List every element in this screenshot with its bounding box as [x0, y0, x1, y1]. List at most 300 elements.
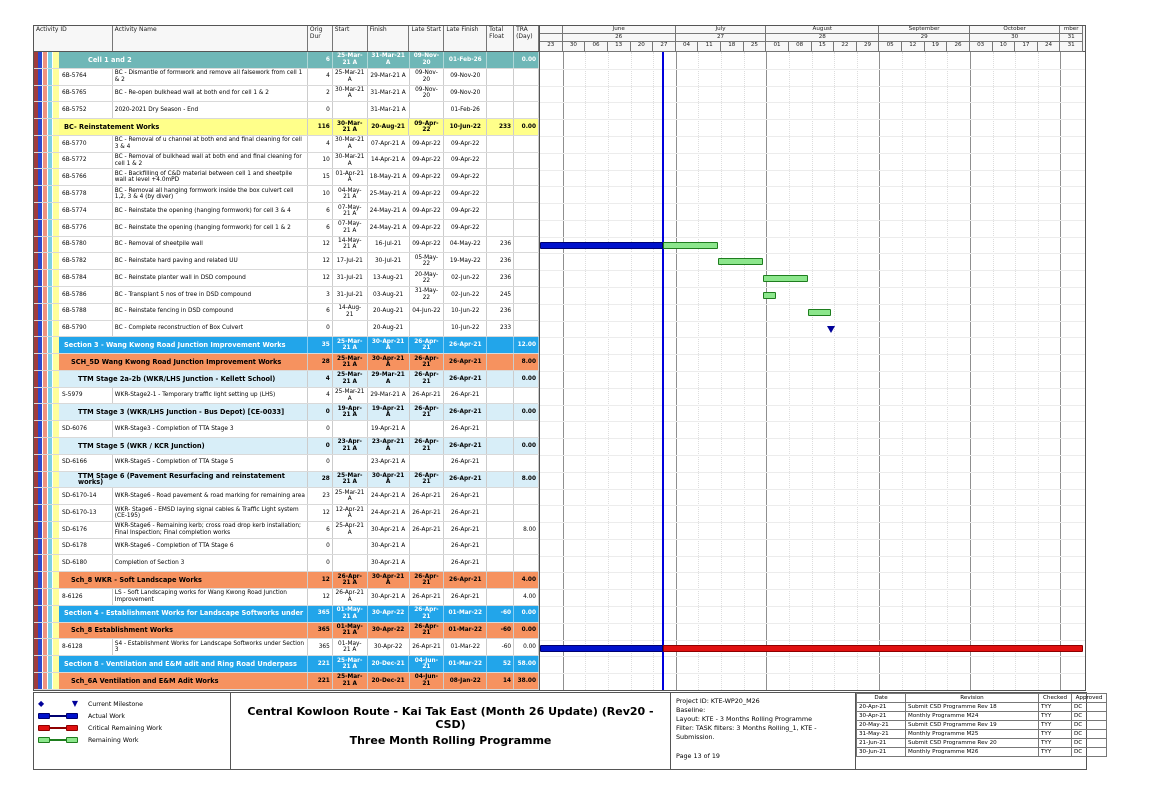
cell-start: 19-Apr-21 A: [333, 404, 368, 420]
cell-group-name: TTM Stage 3 (WKR/LHS Junction - Bus Depot) [CE-0033]: [34, 404, 308, 420]
cell-late-start: [410, 421, 445, 437]
table-row-group[interactable]: [34, 354, 539, 371]
cell-start: 14-May-21 A: [333, 237, 368, 253]
cell-activity-name: BC - Complete reconstruction of Box Culvert: [113, 321, 308, 337]
cell-late-start: 26-Apr-21: [409, 337, 444, 353]
month-label: mber: [1060, 26, 1083, 34]
cell-finish: 25-May-21 A: [368, 186, 410, 202]
revision-header-checked: Checked: [1039, 694, 1072, 703]
table-row-activity[interactable]: [34, 69, 539, 86]
cell-orig-dur: 221: [308, 656, 333, 672]
cell-start: 30-Mar-21 A: [333, 86, 368, 102]
cell-total-float: [487, 539, 514, 555]
cell-start: 25-Mar-21 A: [333, 388, 368, 404]
cell-finish: 24-May-21 A: [368, 220, 410, 236]
table-row-activity[interactable]: [34, 153, 539, 170]
cell-finish: 20-Dec-21: [368, 656, 410, 672]
row-gridline: [540, 321, 1085, 322]
cell-start: [333, 321, 368, 337]
cell-late-start: 26-Apr-21: [409, 606, 444, 622]
cell-start: 25-Mar-21 A: [333, 371, 368, 387]
cell-tra: 8.00: [514, 354, 539, 370]
timescale-months-row: [540, 26, 1085, 34]
cell-total-float: [487, 438, 514, 454]
cell-activity-id: SD-6170-14: [34, 488, 113, 504]
row-gridline: [540, 220, 1085, 221]
cell-tra: [514, 237, 539, 253]
cell-tra: 4.00: [514, 589, 539, 605]
cell-activity-id: SD-6076: [34, 421, 113, 437]
row-gridline: [540, 69, 1085, 70]
cell-total-float: [487, 388, 514, 404]
table-row-group[interactable]: [34, 673, 539, 690]
revision-row: [857, 712, 1107, 721]
column-header-start[interactable]: Start: [333, 26, 368, 51]
cell-late-finish: 08-Jan-22: [444, 673, 487, 689]
cell-finish: 30-Apr-21 A: [368, 572, 410, 588]
cell-tra: [514, 203, 539, 219]
cell-group-name: Section 8 - Ventilation and E&M adit and Ring Road Underpass: [34, 656, 308, 672]
cell-late-finish: 09-Nov-20: [444, 86, 487, 102]
cell-orig-dur: 10: [308, 153, 333, 169]
week-label: 27: [653, 42, 676, 52]
cell-activity-name: BC - Transplant 5 nos of tree in DSD compound: [113, 287, 308, 303]
cell-late-finish: 09-Apr-22: [444, 220, 487, 236]
cell-activity-id: 6B-5780: [34, 237, 113, 253]
table-row-section[interactable]: [34, 337, 539, 354]
cell-tra: [514, 421, 539, 437]
table-row-activity[interactable]: [34, 539, 539, 556]
cell-late-finish: 26-Apr-21: [444, 505, 487, 521]
remaining-work-bar[interactable]: [663, 242, 718, 249]
cell-late-finish: 26-Apr-21: [444, 488, 487, 504]
cell-activity-name: BC - Removal of sheetpile wall: [113, 237, 308, 253]
cell-late-start: 09-Apr-22: [409, 119, 444, 135]
cell-total-float: [487, 186, 514, 202]
cell-late-finish: 26-Apr-21: [444, 337, 487, 353]
cell-tra: [514, 253, 539, 269]
legend-actual-icon: [38, 713, 78, 719]
table-row-activity[interactable]: [34, 253, 539, 270]
table-row-activity[interactable]: [34, 488, 539, 505]
week-label: 26: [947, 42, 970, 52]
cell-start: 25-Mar-21 A: [333, 337, 368, 353]
table-row-activity[interactable]: [34, 639, 539, 656]
row-gridline: [540, 337, 1085, 338]
row-gridline: [540, 270, 1085, 271]
month-number: [540, 34, 563, 42]
table-row-subgroup[interactable]: [34, 472, 539, 489]
cell-activity-id: 6B-5766: [34, 169, 113, 185]
row-gridline: [540, 438, 1085, 439]
cell-total-float: 236: [487, 237, 514, 253]
cell-orig-dur: 28: [308, 472, 333, 488]
column-header-activity-id[interactable]: Activity ID: [34, 26, 113, 51]
cell-start: 25-Mar-21 A: [333, 52, 368, 68]
cell-activity-id: 8-6126: [34, 589, 113, 605]
project-info-line: Filter: TASK filters: 3 Months Rolling_1, KTE - Submission.: [676, 724, 817, 741]
cell-late-finish: 26-Apr-21: [444, 455, 487, 471]
cell-start: 25-Mar-21 A: [333, 472, 368, 488]
cell-orig-dur: 4: [308, 69, 333, 85]
column-header-tra-day-[interactable]: TRA (Day): [514, 26, 539, 51]
table-row-activity[interactable]: [34, 505, 539, 522]
cell-late-finish: 01-Mar-22: [444, 656, 487, 672]
table-row-activity[interactable]: [34, 304, 539, 321]
cell-start: 30-Mar-21 A: [333, 153, 368, 169]
cell-finish: 30-Apr-21 A: [368, 522, 410, 538]
row-gridline: [540, 153, 1085, 154]
cell-late-finish: 09-Nov-20: [444, 69, 487, 85]
cell-late-finish: 02-Jun-22: [444, 270, 487, 286]
week-label: 15: [812, 42, 835, 52]
revision-cell: 30-Jun-21: [857, 748, 906, 757]
cell-tra: [514, 488, 539, 504]
cell-late-finish: 26-Apr-21: [444, 522, 487, 538]
table-row-section[interactable]: [34, 606, 539, 623]
cell-late-finish: 02-Jun-22: [444, 287, 487, 303]
cell-tra: [514, 186, 539, 202]
revision-cell: Monthly Programme M26: [906, 748, 1039, 757]
table-row-activity[interactable]: [34, 321, 539, 338]
cell-late-start: 09-Apr-22: [410, 203, 445, 219]
timescale-header[interactable]: [540, 26, 1085, 52]
row-gridline: [540, 237, 1085, 238]
revision-table-box: [856, 693, 1103, 769]
cell-late-finish: 26-Apr-21: [444, 472, 487, 488]
cell-tra: [514, 287, 539, 303]
cell-late-finish: 26-Apr-21: [444, 539, 487, 555]
cell-tra: [514, 102, 539, 118]
cell-tra: 0.00: [514, 623, 539, 639]
cell-total-float: [487, 555, 514, 571]
cell-late-finish: 26-Apr-21: [444, 555, 487, 571]
week-label: 22: [834, 42, 857, 52]
cell-tra: 38.00: [514, 673, 539, 689]
table-row-activity[interactable]: [34, 388, 539, 405]
legend-item-label: Current Milestone: [88, 700, 143, 708]
cell-activity-name: Completion of Section 3: [113, 555, 308, 571]
cell-total-float: [487, 69, 514, 85]
cell-late-start: 26-Apr-21: [410, 522, 445, 538]
cell-finish: 19-Apr-21 A: [368, 404, 410, 420]
cell-start: 31-Jul-21: [333, 270, 368, 286]
cell-finish: 30-Apr-21 A: [368, 337, 410, 353]
table-row-activity[interactable]: [34, 237, 539, 254]
cell-total-float: [487, 572, 514, 588]
remaining-work-bar[interactable]: [763, 275, 808, 282]
row-gridline: [540, 505, 1085, 506]
row-gridline: [540, 388, 1085, 389]
column-header-orig-dur[interactable]: Orig Dur: [308, 26, 333, 51]
column-header-late-start[interactable]: Late Start: [409, 26, 444, 51]
cell-orig-dur: 0: [308, 102, 333, 118]
cell-orig-dur: 12: [308, 270, 333, 286]
project-info-box: [671, 693, 856, 769]
cell-start: 17-Jul-21: [333, 253, 368, 269]
cell-late-start: 09-Nov-20: [410, 69, 445, 85]
cell-group-name: TTM Stage 6 (Pavement Resurfacing and reinstatement works): [34, 472, 308, 488]
table-row-activity[interactable]: [34, 220, 539, 237]
project-info-line: Project ID: KTE-WP20_M26: [676, 697, 760, 705]
row-gridline: [540, 606, 1085, 607]
legend-item: [38, 710, 226, 722]
cell-finish: 20-Aug-21: [368, 304, 410, 320]
cell-total-float: -60: [487, 623, 514, 639]
cell-orig-dur: 365: [308, 606, 333, 622]
cell-tra: 0.00: [514, 639, 539, 655]
table-row-group[interactable]: [34, 623, 539, 640]
table-row-activity[interactable]: [34, 86, 539, 103]
remaining-work-bar[interactable]: [718, 258, 763, 265]
legend-item: [38, 722, 226, 734]
cell-tra: 0.00: [514, 52, 539, 68]
cell-total-float: [487, 220, 514, 236]
cell-tra: 4.00: [514, 572, 539, 588]
cell-total-float: [487, 203, 514, 219]
cell-orig-dur: 4: [308, 388, 333, 404]
table-row-activity[interactable]: [34, 287, 539, 304]
remaining-work-bar[interactable]: [763, 292, 776, 299]
cell-late-finish: 09-Apr-22: [444, 136, 487, 152]
critical-work-bar[interactable]: [663, 645, 1083, 652]
row-gridline: [540, 203, 1085, 204]
table-row-activity[interactable]: [34, 270, 539, 287]
cell-start: 25-Mar-21 A: [333, 354, 368, 370]
cell-start: 31-Jul-21: [333, 287, 368, 303]
week-label: 01: [766, 42, 789, 52]
cell-orig-dur: 221: [308, 673, 333, 689]
legend-item-label: Remaining Work: [88, 736, 139, 744]
cell-late-start: 04-Jun-22: [410, 304, 445, 320]
cell-tra: [514, 505, 539, 521]
cell-group-name: Sch_8 Establishment Works: [34, 623, 308, 639]
cell-tra: [514, 69, 539, 85]
row-gridline: [540, 472, 1085, 473]
cell-late-start: 09-Apr-22: [410, 220, 445, 236]
cell-group-name: Sch_8 WKR - Soft Landscape Works: [34, 572, 308, 588]
table-row-activity[interactable]: [34, 522, 539, 539]
cell-late-finish: 26-Apr-21: [444, 371, 487, 387]
row-gridline: [540, 572, 1085, 573]
table-row-activity[interactable]: [34, 455, 539, 472]
cell-tra: [514, 169, 539, 185]
column-header-finish[interactable]: Finish: [368, 26, 410, 51]
cell-start: 01-May-21 A: [333, 606, 368, 622]
cell-late-start: 09-Apr-22: [410, 169, 445, 185]
cell-late-finish: 01-Feb-26: [444, 52, 487, 68]
cell-late-finish: 01-Mar-22: [444, 639, 487, 655]
table-row-activity[interactable]: [34, 421, 539, 438]
revision-cell: DC: [1072, 730, 1107, 739]
revision-cell: DC: [1072, 748, 1107, 757]
week-label: 25: [744, 42, 767, 52]
revision-cell: Submit CSD Programme Rev 19: [906, 721, 1039, 730]
revision-row: [857, 739, 1107, 748]
column-header-late-finish[interactable]: Late Finish: [444, 26, 487, 51]
actual-work-bar[interactable]: [540, 645, 663, 652]
week-label: 11: [698, 42, 721, 52]
row-gridline: [540, 170, 1085, 171]
timescale-numbers-row: [540, 34, 1085, 42]
cell-tra: [514, 304, 539, 320]
week-label: 08: [789, 42, 812, 52]
remaining-work-bar[interactable]: [808, 309, 831, 316]
month-label: June: [563, 26, 676, 34]
cell-total-float: 52: [487, 656, 514, 672]
revision-cell: 20-Apr-21: [857, 703, 906, 712]
cell-activity-id: 8-6128: [34, 639, 113, 655]
cell-total-float: [487, 505, 514, 521]
cell-orig-dur: 116: [308, 119, 333, 135]
cell-finish: 13-Aug-21: [368, 270, 410, 286]
revision-cell: Submit CSD Programme Rev 18: [906, 703, 1039, 712]
cell-orig-dur: 12: [308, 253, 333, 269]
gantt-chart: [540, 25, 1086, 691]
cell-activity-id: 6B-5784: [34, 270, 113, 286]
table-row-activity[interactable]: [34, 102, 539, 119]
milestone-marker[interactable]: [827, 326, 835, 333]
cell-orig-dur: 35: [308, 337, 333, 353]
cell-late-start: 09-Nov-20: [410, 52, 445, 68]
cell-late-finish: 26-Apr-21: [444, 354, 487, 370]
table-row-activity[interactable]: [34, 136, 539, 153]
table-row-group[interactable]: [34, 572, 539, 589]
table-row-section[interactable]: [34, 656, 539, 673]
cell-orig-dur: 4: [308, 371, 333, 387]
cell-tra: 0.00: [514, 404, 539, 420]
column-header-total-float[interactable]: Total Float: [487, 26, 514, 51]
legend-item-label: Critical Remaining Work: [88, 724, 163, 732]
row-gridline: [540, 136, 1085, 137]
table-row-band-teal[interactable]: [34, 52, 539, 69]
row-gridline: [540, 522, 1085, 523]
revision-cell: DC: [1072, 712, 1107, 721]
row-gridline: [540, 405, 1085, 406]
cell-orig-dur: 365: [308, 623, 333, 639]
cell-activity-id: 6B-5770: [34, 136, 113, 152]
cell-tra: 8.00: [514, 522, 539, 538]
cell-late-start: 26-Apr-21: [410, 505, 445, 521]
activity-table: [33, 25, 540, 691]
cell-late-finish: 10-Jun-22: [444, 119, 487, 135]
cell-late-finish: 26-Apr-21: [444, 388, 487, 404]
cell-orig-dur: 6: [308, 52, 333, 68]
cell-late-finish: 26-Apr-21: [444, 589, 487, 605]
row-gridline: [540, 354, 1085, 355]
revision-cell: TYY: [1039, 739, 1072, 748]
cell-late-start: 09-Apr-22: [410, 237, 445, 253]
cell-activity-name: BC - Dismantle of formwork and remove all falsework from cell 1 & 2: [113, 69, 308, 85]
cell-total-float: [487, 421, 514, 437]
cell-start: 25-Mar-21 A: [333, 673, 368, 689]
table-row-activity[interactable]: [34, 186, 539, 203]
cell-finish: 03-Aug-21: [368, 287, 410, 303]
table-row-subgroup[interactable]: [34, 404, 539, 421]
week-label: 18: [721, 42, 744, 52]
month-label: September: [879, 26, 970, 34]
cell-finish: 30-Apr-21 A: [368, 354, 410, 370]
cell-late-start: [410, 321, 445, 337]
cell-finish: 07-Apr-21 A: [368, 136, 410, 152]
cell-finish: 20-Aug-21: [368, 321, 410, 337]
cell-activity-id: 6B-5782: [34, 253, 113, 269]
cell-start: 25-Mar-21 A: [333, 488, 368, 504]
cell-group-name: Section 4 - Establishment Works for Landscape Softworks under: [34, 606, 308, 622]
legend-bar-line: [50, 715, 66, 717]
table-row-activity[interactable]: [34, 203, 539, 220]
cell-late-start: 31-May-22: [410, 287, 445, 303]
table-row-activity[interactable]: [34, 169, 539, 186]
row-gridline: [540, 119, 1085, 120]
row-gridline: [540, 253, 1085, 254]
cell-start: 23-Apr-21 A: [333, 438, 368, 454]
table-row-band-yellow[interactable]: [34, 119, 539, 136]
row-gridline: [540, 656, 1085, 657]
table-row-subgroup[interactable]: [34, 371, 539, 388]
cell-late-start: 26-Apr-21: [410, 404, 445, 420]
revision-header-revision: Revision: [906, 694, 1039, 703]
milestone-diamond-icon: ◆: [38, 699, 45, 708]
cell-finish: 31-Mar-21 A: [368, 86, 410, 102]
week-label: 20: [631, 42, 654, 52]
row-gridline: [540, 421, 1085, 422]
cell-orig-dur: 12: [308, 572, 333, 588]
cell-activity-id: 6B-5774: [34, 203, 113, 219]
cell-start: 14-Aug-21: [333, 304, 368, 320]
table-row-activity[interactable]: [34, 555, 539, 572]
cell-late-start: 04-Jun-21: [409, 656, 444, 672]
cell-late-finish: 26-Apr-21: [444, 404, 487, 420]
project-info-line: Layout: KTE - 3 Months Rolling Programme: [676, 715, 813, 723]
table-row-subgroup[interactable]: [34, 438, 539, 455]
legend-item: [38, 734, 226, 746]
cell-tra: [514, 136, 539, 152]
legend-bar-left: [38, 737, 50, 743]
revision-cell: TYY: [1039, 712, 1072, 721]
page-footer: [33, 692, 1103, 770]
cell-group-name: SCH_5D Wang Kwong Road Junction Improvement Works: [34, 354, 308, 370]
cell-finish: 31-Mar-21 A: [368, 102, 410, 118]
cell-total-float: -60: [487, 606, 514, 622]
cell-total-float: [487, 153, 514, 169]
cell-finish: 16-Jul-21: [368, 237, 410, 253]
cell-activity-id: 6B-5788: [34, 304, 113, 320]
cell-tra: 0.00: [514, 438, 539, 454]
cell-activity-id: 6B-5764: [34, 69, 113, 85]
legend-critical-icon: [38, 725, 78, 731]
cell-finish: 14-Apr-21 A: [368, 153, 410, 169]
actual-work-bar[interactable]: [540, 242, 663, 249]
revision-row: [857, 730, 1107, 739]
cell-activity-id: SD-6166: [34, 455, 113, 471]
revision-cell: 30-Apr-21: [857, 712, 906, 721]
cell-total-float: [487, 102, 514, 118]
cell-finish: 29-Mar-21 A: [368, 69, 410, 85]
cell-orig-dur: 6: [308, 220, 333, 236]
legend-remaining-icon: [38, 737, 78, 743]
table-row-activity[interactable]: [34, 589, 539, 606]
cell-finish: 18-May-21 A: [368, 169, 410, 185]
cell-orig-dur: 0: [308, 555, 333, 571]
cell-late-start: 26-Apr-21: [410, 572, 445, 588]
column-header-activity-name[interactable]: Activity Name: [113, 26, 308, 51]
month-label: [540, 26, 563, 34]
cell-activity-id: 6B-5790: [34, 321, 113, 337]
cell-total-float: 245: [487, 287, 514, 303]
revision-cell: TYY: [1039, 721, 1072, 730]
week-label: 03: [970, 42, 993, 52]
